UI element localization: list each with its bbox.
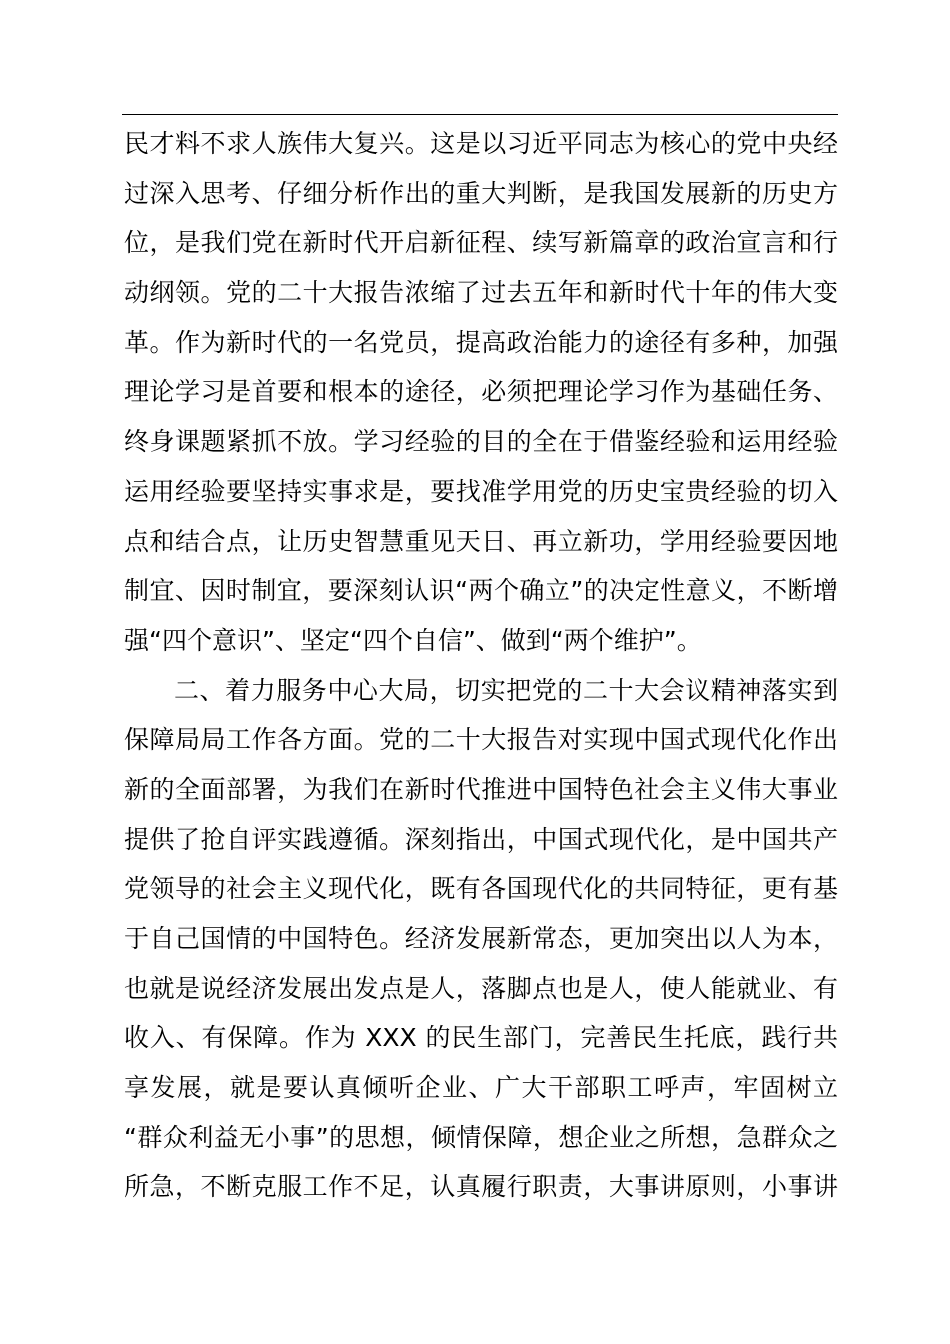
- paragraph-2: [124, 666, 838, 1213]
- paragraph-1: [124, 119, 838, 666]
- text-line: 理论学习是首要和根本的途径，必须把理论学习作为基础任务、: [124, 377, 838, 407]
- text-line: 也就是说经济发展出发点是人，落脚点也是人，使人能就业、有: [124, 973, 838, 1003]
- text-line: 提供了抢自评实践遵循。深刻指出，中国式现代化，是中国共产: [124, 824, 838, 854]
- text-line: 保障局局工作各方面。党的二十大报告对实现中国式现代化作出: [124, 725, 838, 755]
- body-text: [124, 119, 838, 1212]
- text-line: 运用经验要坚持实事求是，要找准学用党的历史宝贵经验的切入: [124, 476, 838, 506]
- text-line: 终身课题紧抓不放。学习经验的目的全在于借鉴经验和运用经验: [124, 427, 838, 457]
- text-line: 革。作为新时代的一名党员，提高政治能力的途径有多种，加强: [124, 327, 838, 357]
- text-line: 过深入思考、仔细分析作出的重大判断，是我国发展新的历史方: [124, 178, 838, 208]
- text-line: 党领导的社会主义现代化，既有各国现代化的共同特征，更有基: [124, 874, 838, 904]
- text-line: 于自己国情的中国特色。经济发展新常态，更加突出以人为本，: [124, 924, 838, 953]
- text-line: 二、着力服务中心大局，切实把党的二十大会议精神落实到: [174, 675, 838, 705]
- text-line: 强“四个意识”、坚定“四个自信”、做到“两个维护”。: [124, 625, 702, 655]
- text-line: “群众利益无小事”的思想，倾情保障，想企业之所想，急群众之: [124, 1122, 838, 1152]
- header-rule: [122, 114, 838, 115]
- text-line: 所急，不断克服工作不足，认真履行职责，大事讲原则，小事讲: [124, 1172, 838, 1202]
- text-line: 收入、有保障。作为 XXX 的民生部门，完善民生托底，践行共: [124, 1023, 838, 1053]
- text-line: 享发展，就是要认真倾听企业、广大干部职工呼声，牢固树立: [124, 1073, 838, 1103]
- text-line: 民才料不求人族伟大复兴。这是以习近平同志为核心的党中央经: [124, 129, 838, 158]
- text-line: 新的全面部署，为我们在新时代推进中国特色社会主义伟大事业: [124, 774, 838, 804]
- text-line: 动纲领。党的二十大报告浓缩了过去五年和新时代十年的伟大变: [124, 278, 838, 308]
- text-line: 点和结合点，让历史智慧重见天日、再立新功，学用经验要因地: [124, 526, 838, 556]
- text-line: 制宜、因时制宜，要深刻认识“两个确立”的决定性意义，不断增: [124, 576, 838, 606]
- text-line: 位，是我们党在新时代开启新征程、续写新篇章的政治宣言和行: [124, 228, 838, 258]
